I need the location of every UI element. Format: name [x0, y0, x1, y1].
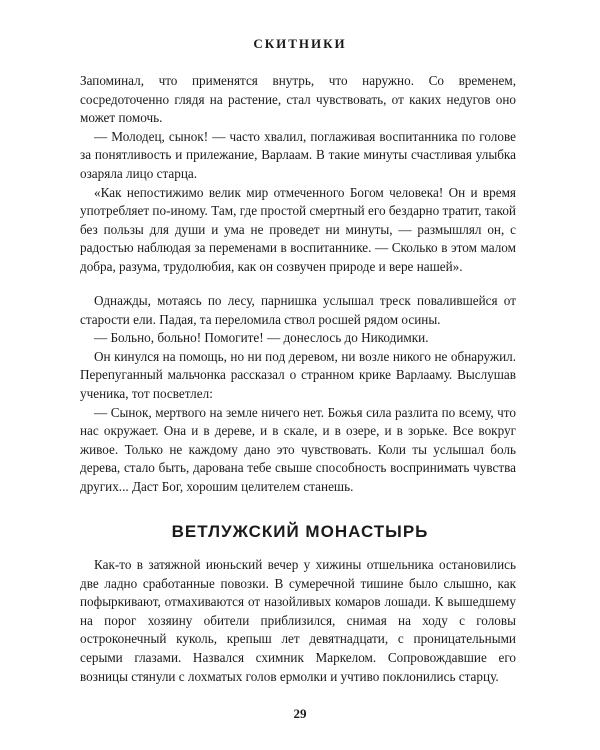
paragraph: Он кинулся на помощь, но ни под деревом, ни возле никого не обнаружил. Перепуганный мальчонка рассказал о странном крике Варлааму. Выслушав ученика, тот посветлел: — [80, 348, 516, 401]
paragraph: — Сынок, мертвого на земле ничего нет. Божья сила разлита по всему, что нас окружает. Она и в дереве, и в скале, и в озере, и в зорьке. Все вокруг живое. Только не каждому дано это чувствовать. Коли ты услышал боль дерева, стало быть, дарована тебе свыше способность воспринимать чувства других... Даст Бог, хорошим целителем станешь. — [80, 404, 516, 494]
paragraph: «Как непостижимо велик мир отмеченного Богом человека! Он и время употребляет по-иному. Там, где простой смертный его бездарно тратит, такой без пользы для души и ума не проведет ни минуты, — размышлял он, с радостью наблюдая за переменами в воспитаннике. — Сколько в этом малом добра, разума, трудолюбия, как он созвучен природе и вере нашей». — [80, 184, 516, 274]
running-title: СКИТНИКИ — [253, 36, 347, 51]
text-block-2 — [80, 292, 516, 497]
paragraph: Однажды, мотаясь по лесу, парнишка услышал треск повалившейся от старости ели. Падая, та переломила ствол росшей рядом осины. — [80, 293, 516, 327]
paragraph: Как-то в затяжной июньский вечер у хижины отшельника остановились две ладно сработанные повозки. В сумеречной тишине было слышно, как пофыркивают, отмахиваются от назойливых комаров лошади. К вышедшему на порог хозяину обители приблизился, снимая на ходу с головы остроконечный куколь, крепыш лет девятнадцати, с проницательными серыми глазами. Назвался схимник Маркелом. Сопровождавшие его возницы стянули с лохматых голов ермолки и учтиво поклонились старцу. — [80, 557, 516, 684]
paragraph: Запоминал, что применятся внутрь, что наружно. Со временем, сосредоточенно глядя на растение, стал чувствовать, от каких недугов оно может помочь. — [80, 73, 516, 126]
chapter-title: ВЕТЛУЖСКИЙ МОНАСТЫРЬ — [171, 522, 429, 541]
paragraph: — Молодец, сынок! — часто хвалил, поглаживая воспитанника по голове за понятливость и прилежание, Варлаам. В такие минуты счастливая улыбка озаряла лицо старца. — [80, 128, 516, 181]
text-block-3 — [80, 556, 516, 686]
text-block-1 — [80, 72, 516, 277]
paragraph: — Больно, больно! Помогите! — донеслось до Никодимки. — [94, 330, 429, 346]
page-number: 29 — [293, 706, 307, 721]
